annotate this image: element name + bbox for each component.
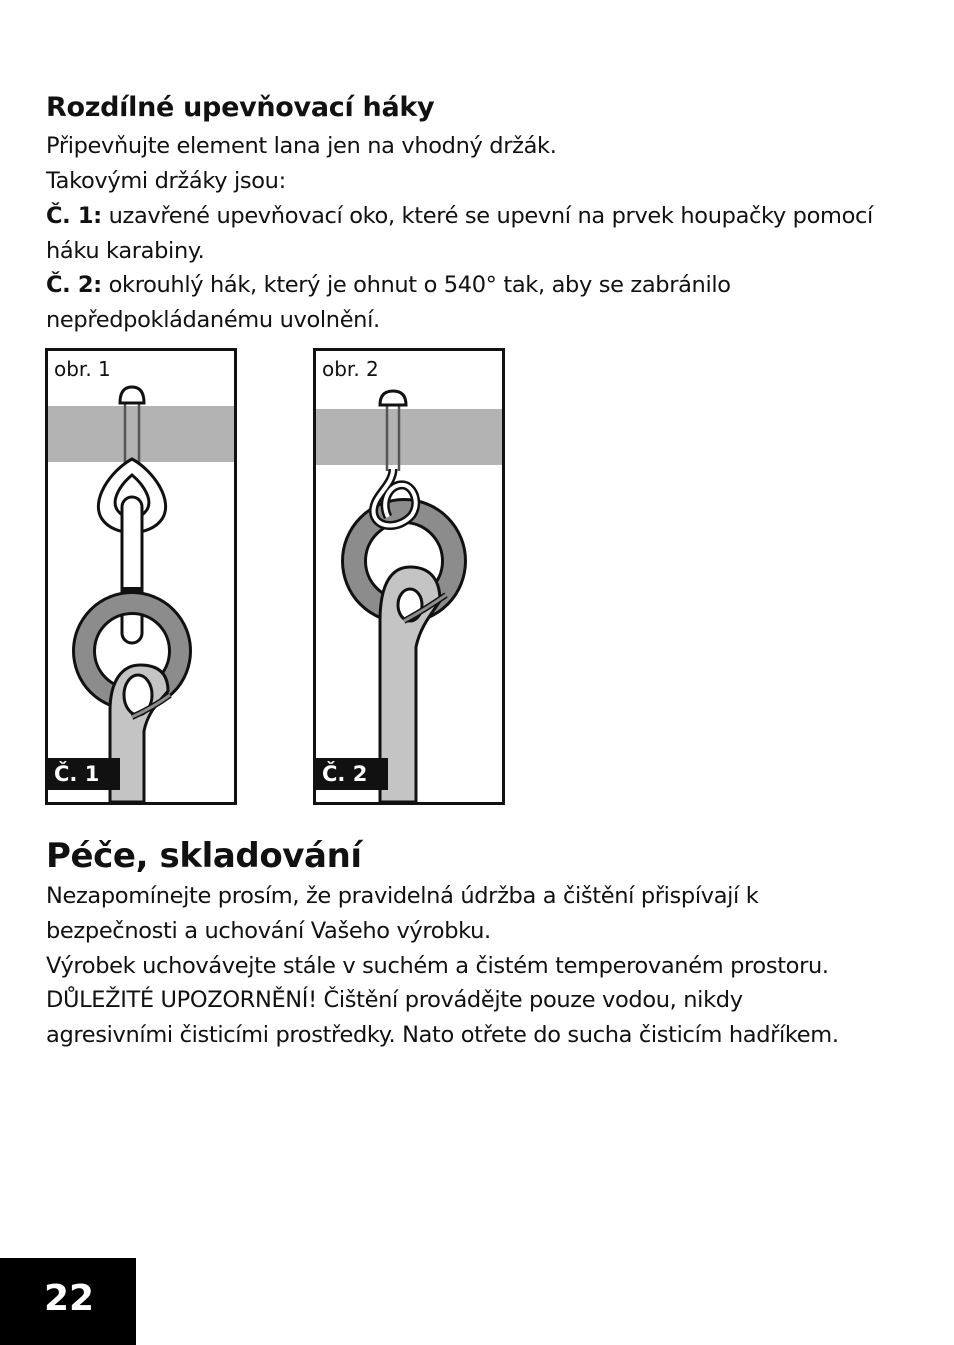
hook-item-2-label: Č. 2: xyxy=(46,272,102,298)
section-heading-care: Péče, skladování xyxy=(46,836,362,876)
hooks-intro-line: Takovými držáky jsou: xyxy=(46,168,286,194)
hook-item-1 xyxy=(46,199,873,234)
page-number-box xyxy=(0,1258,136,1345)
care-line: agresivními čisticími prostředky. Nato otřete do sucha čisticím hadříkem. xyxy=(46,1022,839,1048)
hook-item-1-label: Č. 1: xyxy=(46,203,102,229)
care-line: bezpečnosti a uchování Vašeho výrobku. xyxy=(46,918,491,944)
hook-item-2 xyxy=(46,268,731,303)
section-heading-hooks: Rozdílné upevňovací háky xyxy=(46,92,435,123)
hook-item-1-continued: háku karabiny. xyxy=(46,238,205,264)
figure-1-badge: Č. 1 xyxy=(48,758,120,790)
figure-1 xyxy=(45,348,237,805)
care-line: Nezapomínejte prosím, že pravidelná údržba a čištění přispívají k xyxy=(46,883,759,909)
care-line: Výrobek uchovávejte stále v suchém a čistém temperovaném prostoru. xyxy=(46,953,829,979)
hook-item-1-text: uzavřené upevňovací oko, které se upevní na prvek houpačky pomocí xyxy=(101,203,873,229)
hook-item-2-continued: nepředpokládanému uvolnění. xyxy=(46,307,380,333)
hooks-intro-line: Připevňujte element lana jen na vhodný držák. xyxy=(46,133,557,159)
figure-2 xyxy=(313,348,505,805)
figure-2-caption: obr. 2 xyxy=(322,357,379,381)
round-hook-icon xyxy=(316,351,502,802)
figure-2-badge: Č. 2 xyxy=(316,758,388,790)
hook-item-2-text: okrouhlý hák, který je ohnut o 540° tak, aby se zabránilo xyxy=(101,272,731,298)
care-line: DŮLEŽITÉ UPOZORNĚNÍ! Čištění provádějte pouze vodou, nikdy xyxy=(46,987,743,1013)
page-number: 22 xyxy=(44,1278,95,1319)
figure-1-caption: obr. 1 xyxy=(54,357,111,381)
carabiner-hook-icon xyxy=(48,351,234,802)
